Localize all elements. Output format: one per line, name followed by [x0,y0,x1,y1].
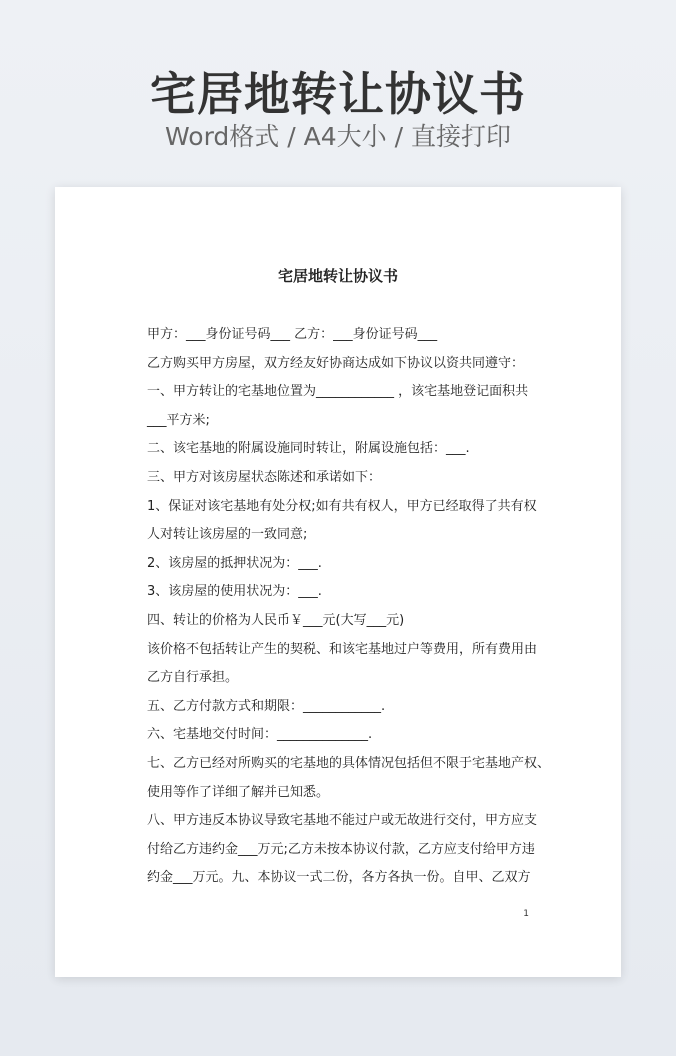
banner-header [0,0,676,170]
paragraph-line: 乙方自行承担。 [147,670,239,686]
paragraph-line: 1、保证对该宅基地有处分权;如有共有权人，甲方已经取得了共有权 [147,498,537,514]
paragraph-line: 甲方：___身份证号码___ 乙方：___身份证号码___ [147,327,438,342]
document-title: 宅居地转让协议书 [277,267,398,285]
paragraph-line: ___平方米; [147,412,210,428]
banner-title: 宅居地转让协议书 [150,67,526,121]
paragraph-line: 约金___万元。九、本协议一式二份，各方各执一份。自甲、乙双方 [147,870,531,886]
paragraph-line: 乙方购买甲方房屋，双方经友好协商达成如下协议以资共同遵守： [147,355,525,371]
paragraph-line: 使用等作了详细了解并已知悉。 [147,784,330,800]
paragraph-line: 八、甲方违反本协议导致宅基地不能过户或无故进行交付，甲方应支 [147,813,538,829]
document-body [147,321,551,893]
paragraph-line: 付给乙方违约金___万元;乙方未按本协议付款，乙方应支付给甲方违 [147,841,535,857]
paragraph-line: 2、该房屋的抵押状况为：___. [147,555,322,571]
paragraph-line: 二、该宅基地的附属设施同时转让，附属设施包括：___. [147,441,470,457]
paragraph-line: 3、该房屋的使用状况为：___. [147,584,322,600]
paragraph-line: 六、宅基地交付时间：______________. [147,727,373,743]
paragraph-line: 人对转让该房屋的一致同意; [147,527,308,543]
paragraph-line: 该价格不包括转让产生的契税、和该宅基地过户等费用，所有费用由 [147,641,538,657]
paragraph-line: 三、甲方对该房屋状态陈述和承诺如下： [147,469,382,485]
document-page [55,187,621,977]
paragraph-line: 一、甲方转让的宅基地位置为____________ ，该宅基地登记面积共 [147,384,529,400]
page-number: 1 [523,909,529,919]
paragraph-line: 四、转让的价格为人民币￥___元(大写___元) [147,612,405,628]
banner-subtitle: Word格式 / A4大小 / 直接打印 [165,122,511,151]
paragraph-line: 五、乙方付款方式和期限：____________. [147,698,386,714]
paragraph-line: 七、乙方已经对所购买的宅基地的具体情况包括但不限于宅基地产权、 [147,755,551,771]
